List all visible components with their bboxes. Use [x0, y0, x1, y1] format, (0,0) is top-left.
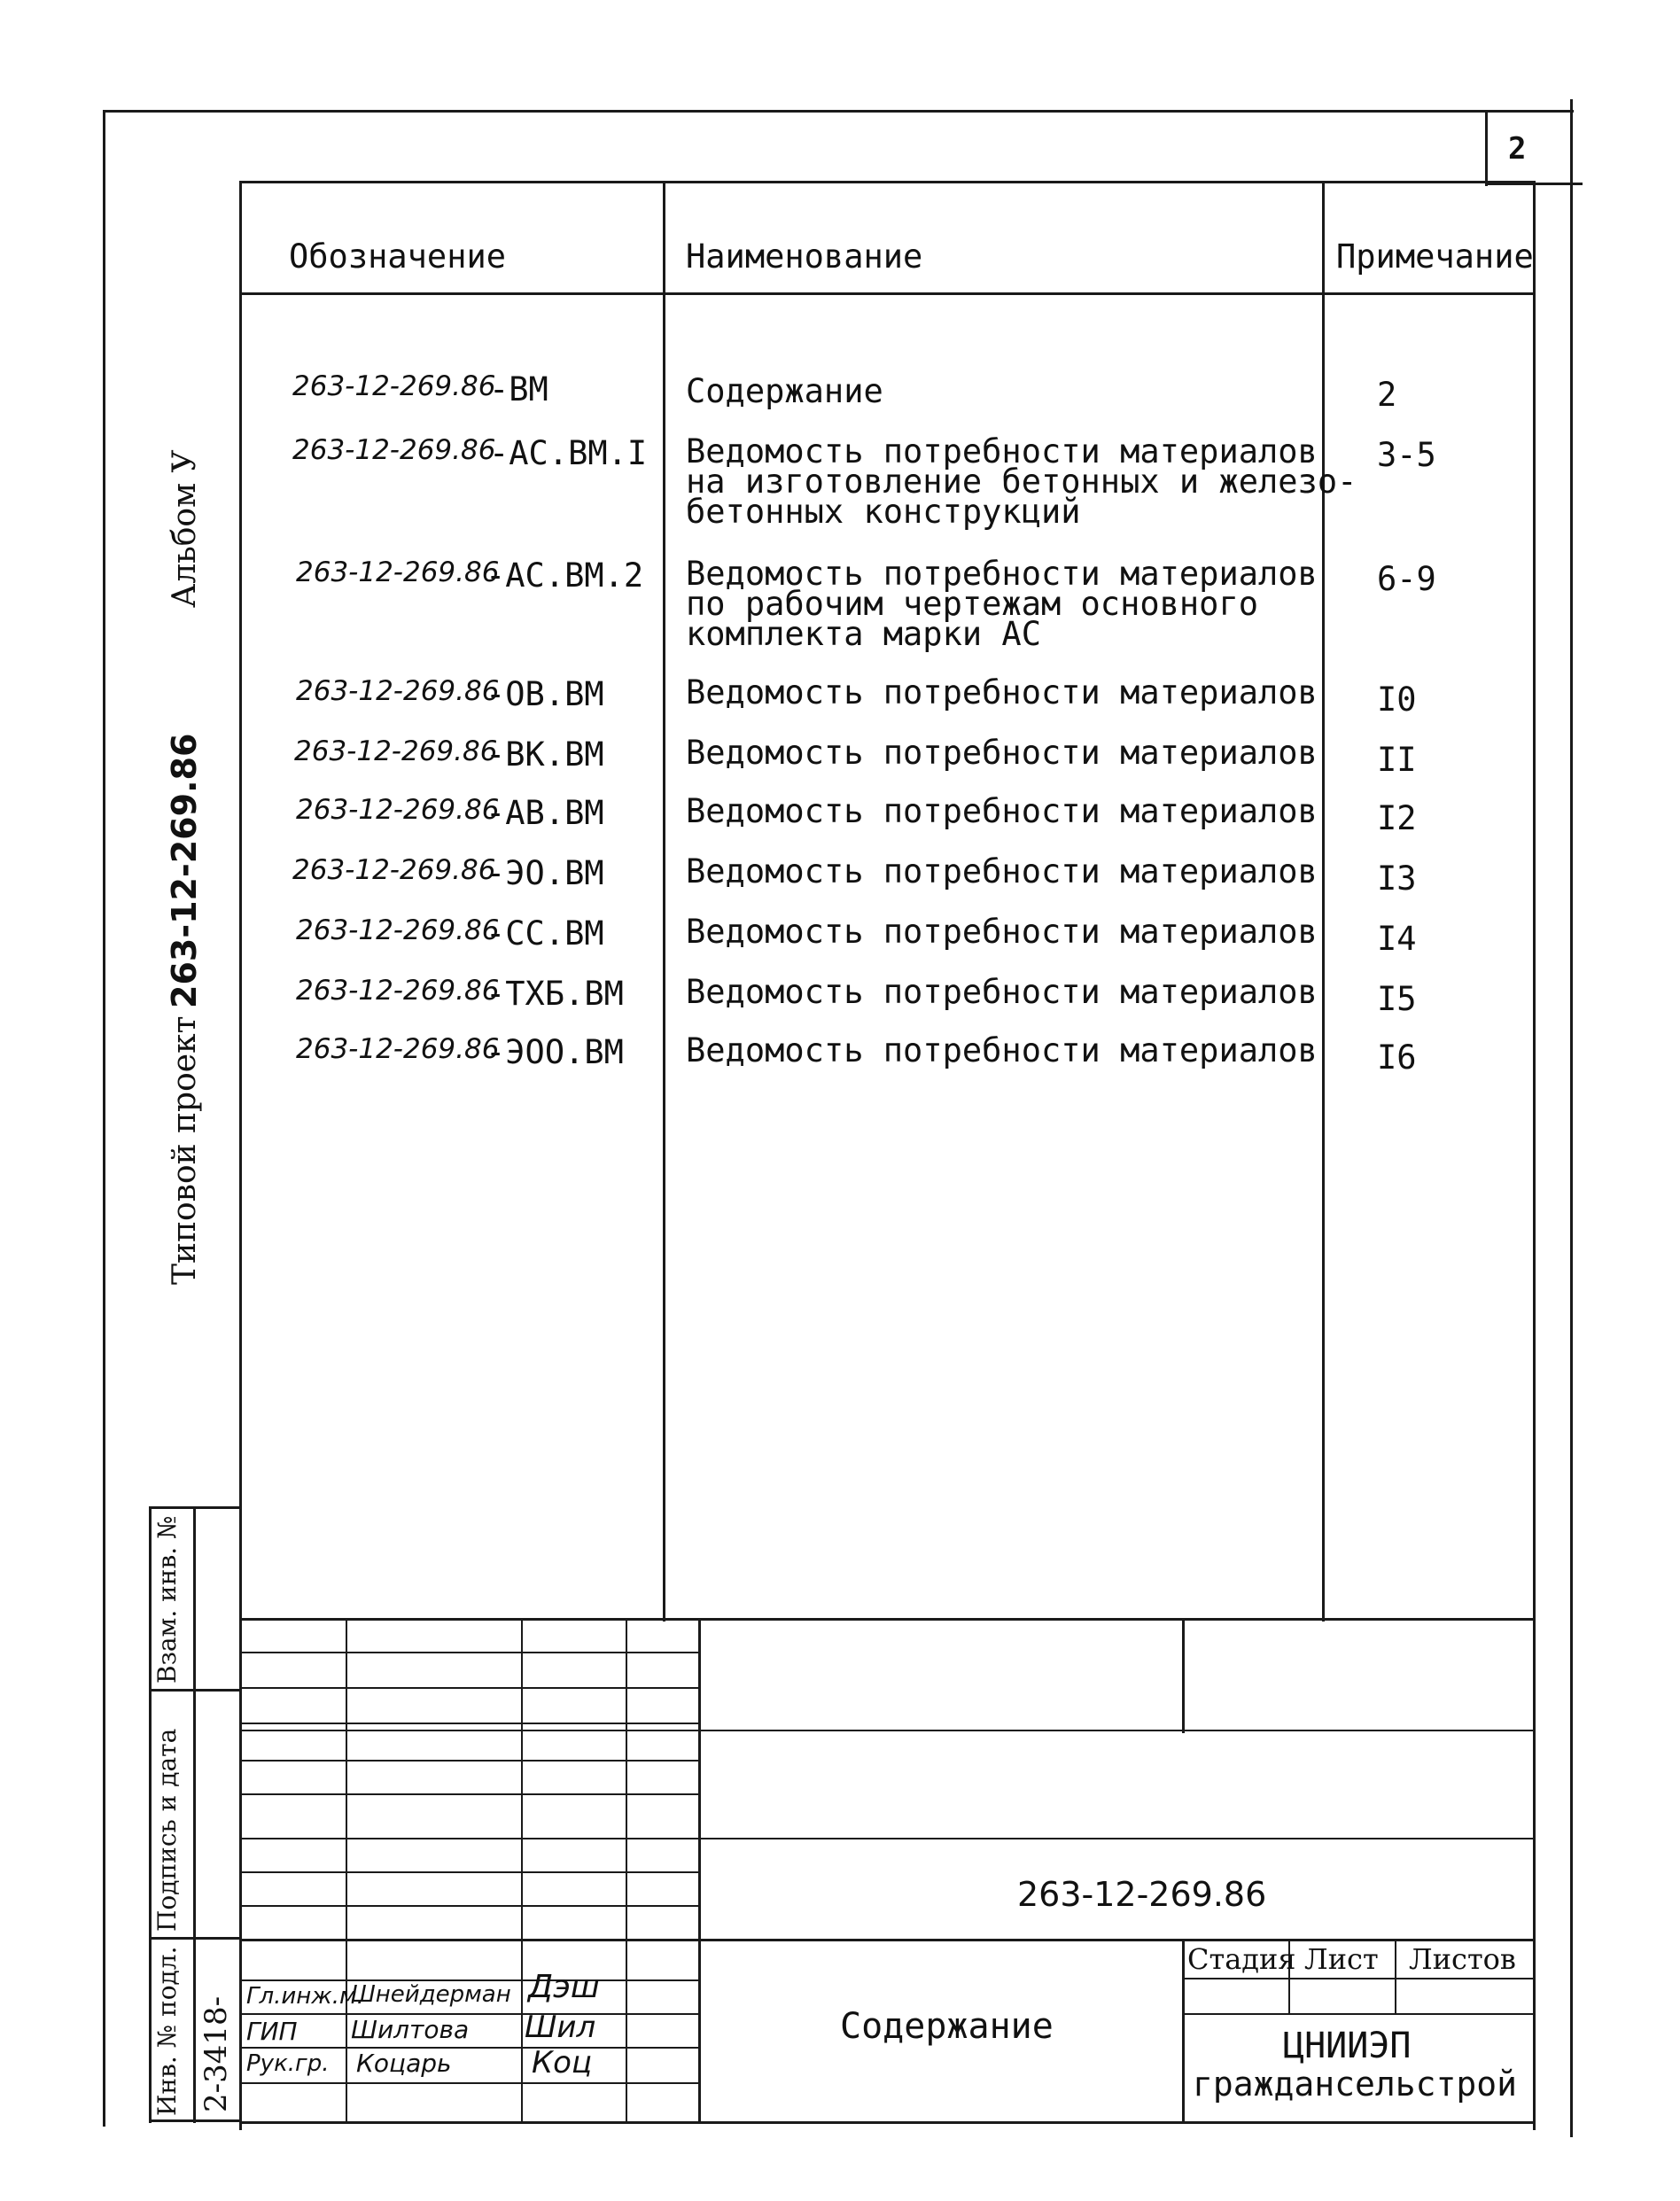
row-note: I6 [1377, 1038, 1417, 1077]
row-name-line: Ведомость потребности материалов [686, 734, 1318, 772]
stamp-strip-div1 [149, 1689, 241, 1692]
stamp-inv-label: Инв. № подл. [152, 1946, 182, 2116]
row-suffix: -ТХБ.ВМ [486, 975, 624, 1013]
tb-line-11 [241, 1939, 1535, 1941]
tb-stage-line [1182, 1978, 1535, 1979]
frame-right-line [1570, 99, 1573, 2137]
stamp-podpis-label: Подпись и дата [152, 1728, 182, 1932]
row-note: 2 [1377, 376, 1397, 414]
stamp-strip-div2 [149, 1937, 241, 1940]
tb-line-1 [241, 1618, 1535, 1621]
row-note: I2 [1377, 799, 1417, 837]
row-name-line: Ведомость потребности материалов [686, 973, 1318, 1011]
tb-sheet-label: Лист [1304, 1942, 1379, 1976]
row-name-line: Ведомость потребности материалов [686, 432, 1318, 471]
row-note: 3-5 [1377, 436, 1436, 474]
row-name-line: Ведомость потребности материалов [686, 1031, 1318, 1069]
row-code: 263-12-269.86 [294, 735, 498, 767]
tb-line-13 [241, 2013, 700, 2015]
row-code: 263-12-269.86 [296, 675, 500, 707]
project-code: 263-12-269.86 [165, 733, 204, 1008]
row-note: I3 [1377, 859, 1417, 898]
signer-role: ГИП [246, 2017, 298, 2046]
page-number: 2 [1508, 131, 1527, 167]
row-suffix: -ЭО.ВМ [486, 854, 604, 892]
tb-line-bottom [241, 2121, 1535, 2124]
row-name-line: комплекта марки АС [686, 615, 1041, 653]
tb-vline-2 [521, 1618, 523, 2123]
tb-vline-5 [1182, 1618, 1185, 1733]
signer-name: Коцарь [356, 2049, 452, 2078]
table-col1-line [663, 181, 665, 1622]
signer-signature: Коц [532, 2045, 593, 2080]
row-code: 263-12-269.86 [292, 370, 496, 402]
signer-signature: Дэш [528, 1969, 600, 2005]
stamp-vzam-label: Взам. инв. № [152, 1515, 182, 1684]
inv-number: 2-3418- [198, 1995, 234, 2112]
tb-line-3 [241, 1687, 700, 1689]
tb-line-5 [241, 1730, 1535, 1731]
tb-line-4 [241, 1723, 700, 1724]
stamp-strip-left [149, 1506, 152, 2123]
header-note: Примечание [1336, 237, 1534, 276]
tb-sheet-title: Содержание [840, 2006, 1054, 2047]
stamp-strip-mid [193, 1506, 196, 2123]
row-suffix: -ОВ.ВМ [486, 675, 604, 713]
signer-signature: Шил [525, 2010, 596, 2045]
tb-org-line2: граждансельстрой [1193, 2065, 1518, 2104]
stamp-strip-bottom [149, 2119, 241, 2122]
row-name-line: по рабочим чертежам основного [686, 585, 1259, 623]
frame-top-line [105, 110, 1574, 113]
tb-line-9 [241, 1871, 700, 1873]
header-designation: Обозначение [289, 237, 507, 276]
row-name-line: Ведомость потребности материалов [686, 792, 1318, 830]
row-code: 263-12-269.86 [296, 975, 500, 1007]
row-suffix: -ЭОО.ВМ [486, 1033, 624, 1071]
tb-designation: 263-12-269.86 [1017, 1875, 1267, 1914]
tb-line-10 [241, 1905, 700, 1907]
stamp-strip-top [149, 1506, 241, 1509]
row-name-line: бетонных конструкций [686, 493, 1081, 531]
tb-line-14 [241, 2047, 700, 2049]
row-code: 263-12-269.86 [296, 794, 500, 826]
row-note: 6-9 [1377, 560, 1436, 598]
tb-line-15 [241, 2082, 700, 2084]
row-code: 263-12-269.86 [296, 914, 500, 946]
table-header-bottom-line [239, 292, 1535, 295]
project-label: Типовой проект [167, 1015, 203, 1285]
row-code: 263-12-269.86 [292, 434, 496, 466]
page-number-box-left [1485, 110, 1488, 186]
tb-vline-4 [698, 1618, 701, 2123]
row-note: I5 [1377, 980, 1417, 1018]
row-code: 263-12-269.86 [296, 556, 500, 588]
tb-vline-6 [1182, 1939, 1185, 2123]
row-code: 263-12-269.86 [292, 854, 496, 886]
tb-sheets-label: Листов [1409, 1942, 1516, 1976]
signer-name: Шилтова [351, 2015, 470, 2044]
row-suffix: -ВМ [489, 370, 548, 408]
row-name-line: Ведомость потребности материалов [686, 913, 1318, 951]
row-suffix: -ВК.ВМ [486, 735, 604, 774]
row-note: II [1377, 741, 1417, 779]
tb-vline-3 [626, 1618, 627, 2123]
tb-stage-label: Стадия [1187, 1942, 1296, 1976]
row-name-line: Ведомость потребности материалов [686, 555, 1318, 593]
row-suffix: -АС.ВМ.2 [486, 556, 644, 595]
frame-left-line [103, 110, 105, 2127]
tb-line-6 [241, 1760, 700, 1762]
row-note: I4 [1377, 920, 1417, 958]
table-top-line [239, 181, 1535, 183]
row-suffix: -АВ.ВМ [486, 794, 604, 832]
row-name-line: на изготовление бетонных и железо- [686, 463, 1357, 501]
tb-line-2 [241, 1652, 700, 1653]
tb-vline-1 [346, 1618, 347, 2123]
signer-role: Гл.инж.м. [246, 1983, 364, 2010]
signer-name: Шнейдерман [351, 1981, 511, 2008]
row-note: I0 [1377, 681, 1417, 719]
tb-vline-8 [1395, 1939, 1396, 2013]
tb-org-line1: ЦНИИЭП [1283, 2026, 1412, 2066]
row-name-line: Содержание [686, 372, 883, 410]
row-suffix: -СС.ВМ [486, 914, 604, 953]
row-name-line: Ведомость потребности материалов [686, 673, 1318, 712]
row-name-line: Ведомость потребности материалов [686, 852, 1318, 891]
table-col2-line [1322, 181, 1325, 1622]
row-suffix: -АС.ВМ.I [489, 434, 648, 472]
tb-stage-line-2 [1182, 2013, 1535, 2015]
tb-line-8 [241, 1838, 1535, 1839]
header-name: Наименование [686, 237, 923, 276]
album-label: Альбом У [167, 449, 203, 608]
signer-role: Рук.гр. [246, 2050, 330, 2077]
tb-line-7 [241, 1793, 700, 1795]
row-code: 263-12-269.86 [296, 1033, 500, 1065]
